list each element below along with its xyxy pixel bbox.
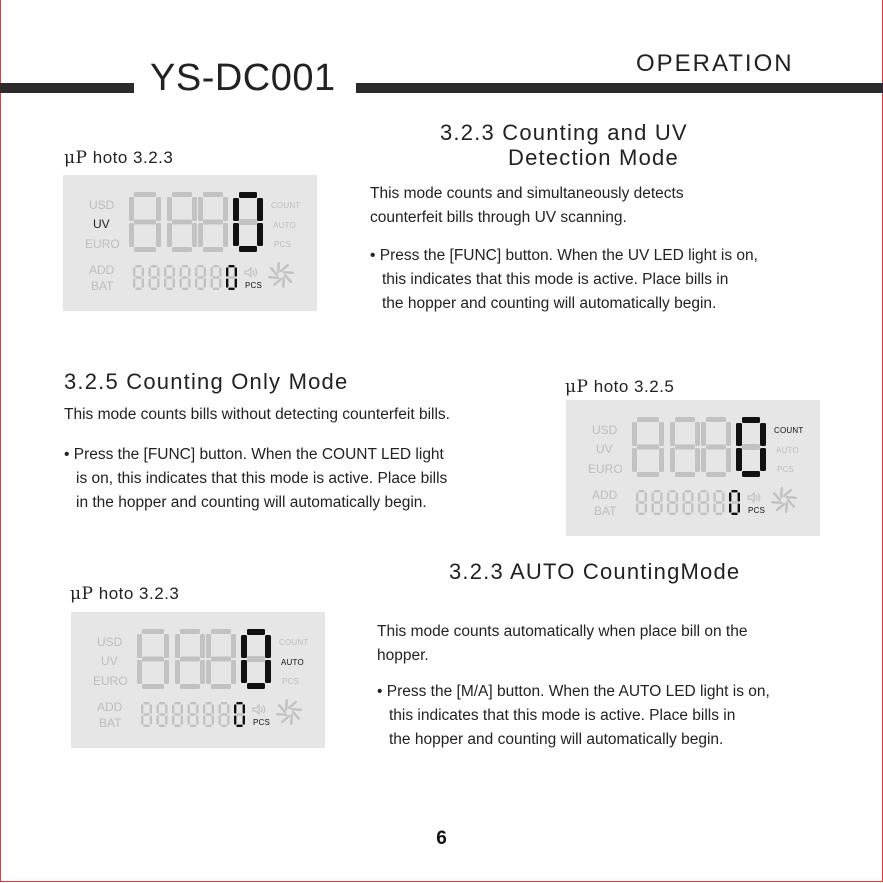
bullet-line: • Press the [FUNC] button. When the COUNT LED light	[64, 446, 444, 463]
section-2-description	[64, 403, 450, 427]
bullet-line: this indicates that this mode is active. Place bills in	[389, 707, 736, 724]
label-pcs: PCS	[274, 240, 292, 249]
lcd-panel-count	[566, 400, 820, 536]
section-1-bullet	[370, 244, 758, 316]
big-digit-4	[241, 629, 271, 689]
label-uv: UV	[596, 442, 613, 456]
small-digit-5	[698, 490, 709, 515]
small-digit-2	[149, 265, 160, 290]
big-digit-3	[701, 417, 731, 477]
label-count: COUNT	[279, 638, 309, 647]
header-rule-left	[0, 83, 134, 93]
bullet-line: • Press the [M/A] button. When the AUTO LED light is on,	[377, 683, 770, 700]
big-digit-4	[233, 192, 263, 252]
section-2-photo-caption	[565, 377, 674, 397]
big-digit-1	[129, 192, 161, 252]
photo-mu: μP	[64, 148, 88, 168]
bullet-line: in the hopper and counting will automatically begin.	[76, 494, 427, 511]
small-digit-6	[714, 490, 725, 515]
big-digit-2	[167, 192, 197, 252]
label-count: COUNT	[271, 201, 301, 210]
label-usd: USD	[89, 198, 115, 212]
fan-icon	[269, 263, 293, 287]
small-digit-3	[164, 265, 175, 290]
label-auto: AUTO	[273, 221, 296, 230]
speaker-icon	[748, 493, 760, 502]
small-digit-7	[234, 702, 245, 727]
label-euro: EURO	[588, 462, 623, 476]
speaker-icon	[253, 705, 265, 714]
label-auto: AUTO	[281, 658, 304, 667]
desc-line: This mode counts bills without detecting counterfeit bills.	[64, 406, 450, 423]
model-title: YS-DC001	[150, 57, 336, 99]
small-digit-3	[172, 702, 183, 727]
lcd-panel-auto	[71, 612, 325, 748]
label-add: ADD	[89, 263, 115, 277]
bullet-line: this indicates that this mode is active. Place bills in	[382, 271, 729, 288]
section-1-description	[370, 182, 684, 230]
section-3-bullet	[377, 680, 770, 752]
small-digit-4	[188, 702, 199, 727]
label-add: ADD	[592, 488, 618, 502]
small-digit-1	[636, 490, 647, 515]
section-2-bullet	[64, 443, 447, 515]
label-pcs-lit: PCS	[245, 281, 263, 290]
small-digit-3	[667, 490, 678, 515]
header-rule-right	[356, 83, 883, 93]
photo-label: hoto 3.2.3	[92, 148, 174, 167]
label-usd: USD	[97, 635, 123, 649]
section-1-photo-caption	[64, 148, 173, 168]
label-bat: BAT	[99, 716, 122, 730]
desc-line: This mode counts automatically when place bill on the	[377, 623, 748, 640]
big-digit-3	[198, 192, 228, 252]
label-pcs: PCS	[777, 465, 795, 474]
label-add: ADD	[97, 700, 123, 714]
photo-mu: μP	[70, 584, 94, 604]
label-bat: BAT	[91, 279, 114, 293]
label-pcs-lit: PCS	[253, 718, 271, 727]
desc-line: counterfeit bills through UV scanning.	[370, 209, 627, 226]
section-1-title-line2: Detection Mode	[508, 145, 679, 170]
big-digit-1	[137, 629, 169, 689]
small-digit-2	[157, 702, 168, 727]
fan-icon	[772, 488, 796, 512]
big-digit-3	[206, 629, 236, 689]
label-count: COUNT	[774, 426, 804, 435]
small-digit-2	[652, 490, 663, 515]
section-3-title: 3.2.3 AUTO CountingMode	[449, 559, 741, 584]
speaker-icon	[245, 268, 257, 277]
label-usd: USD	[592, 423, 618, 437]
photo-label: hoto 3.2.3	[98, 584, 180, 603]
label-euro: EURO	[85, 237, 120, 251]
desc-line: This mode counts and simultaneously detects	[370, 185, 684, 202]
big-digit-2	[175, 629, 205, 689]
label-bat: BAT	[594, 504, 617, 518]
label-pcs-lit: PCS	[748, 506, 766, 515]
section-3-photo-caption	[70, 584, 179, 604]
big-digit-2	[670, 417, 700, 477]
section-2-title: 3.2.5 Counting Only Mode	[64, 369, 349, 394]
label-auto: AUTO	[776, 446, 799, 455]
section-1-title-line1: 3.2.3 Counting and UV	[440, 120, 688, 145]
label-pcs: PCS	[282, 677, 300, 686]
desc-line: hopper.	[377, 647, 429, 664]
small-digit-6	[211, 265, 222, 290]
small-digit-1	[141, 702, 152, 727]
small-digit-5	[195, 265, 206, 290]
bullet-line: the hopper and counting will automatically begin.	[389, 731, 724, 748]
label-uv: UV	[93, 217, 110, 231]
bullet-line: is on, this indicates that this mode is active. Place bills	[76, 470, 448, 487]
label-euro: EURO	[93, 674, 128, 688]
section-3-description	[377, 620, 747, 668]
small-digit-6	[219, 702, 230, 727]
photo-mu: μP	[565, 377, 589, 397]
small-digit-4	[180, 265, 191, 290]
label-uv: UV	[101, 654, 118, 668]
big-digit-1	[632, 417, 664, 477]
photo-label: hoto 3.2.5	[593, 377, 675, 396]
big-digit-4	[736, 417, 766, 477]
small-digit-7	[729, 490, 740, 515]
small-digit-4	[683, 490, 694, 515]
page-number: 6	[436, 828, 447, 849]
fan-icon	[277, 700, 301, 724]
bullet-line: the hopper and counting will automatically begin.	[382, 295, 717, 312]
section-label: OPERATION	[636, 50, 794, 77]
small-digit-7	[226, 265, 237, 290]
small-digit-5	[203, 702, 214, 727]
lcd-panel-uv	[63, 175, 317, 311]
bullet-line: • Press the [FUNC] button. When the UV LED light is on,	[370, 247, 758, 264]
small-digit-1	[133, 265, 144, 290]
